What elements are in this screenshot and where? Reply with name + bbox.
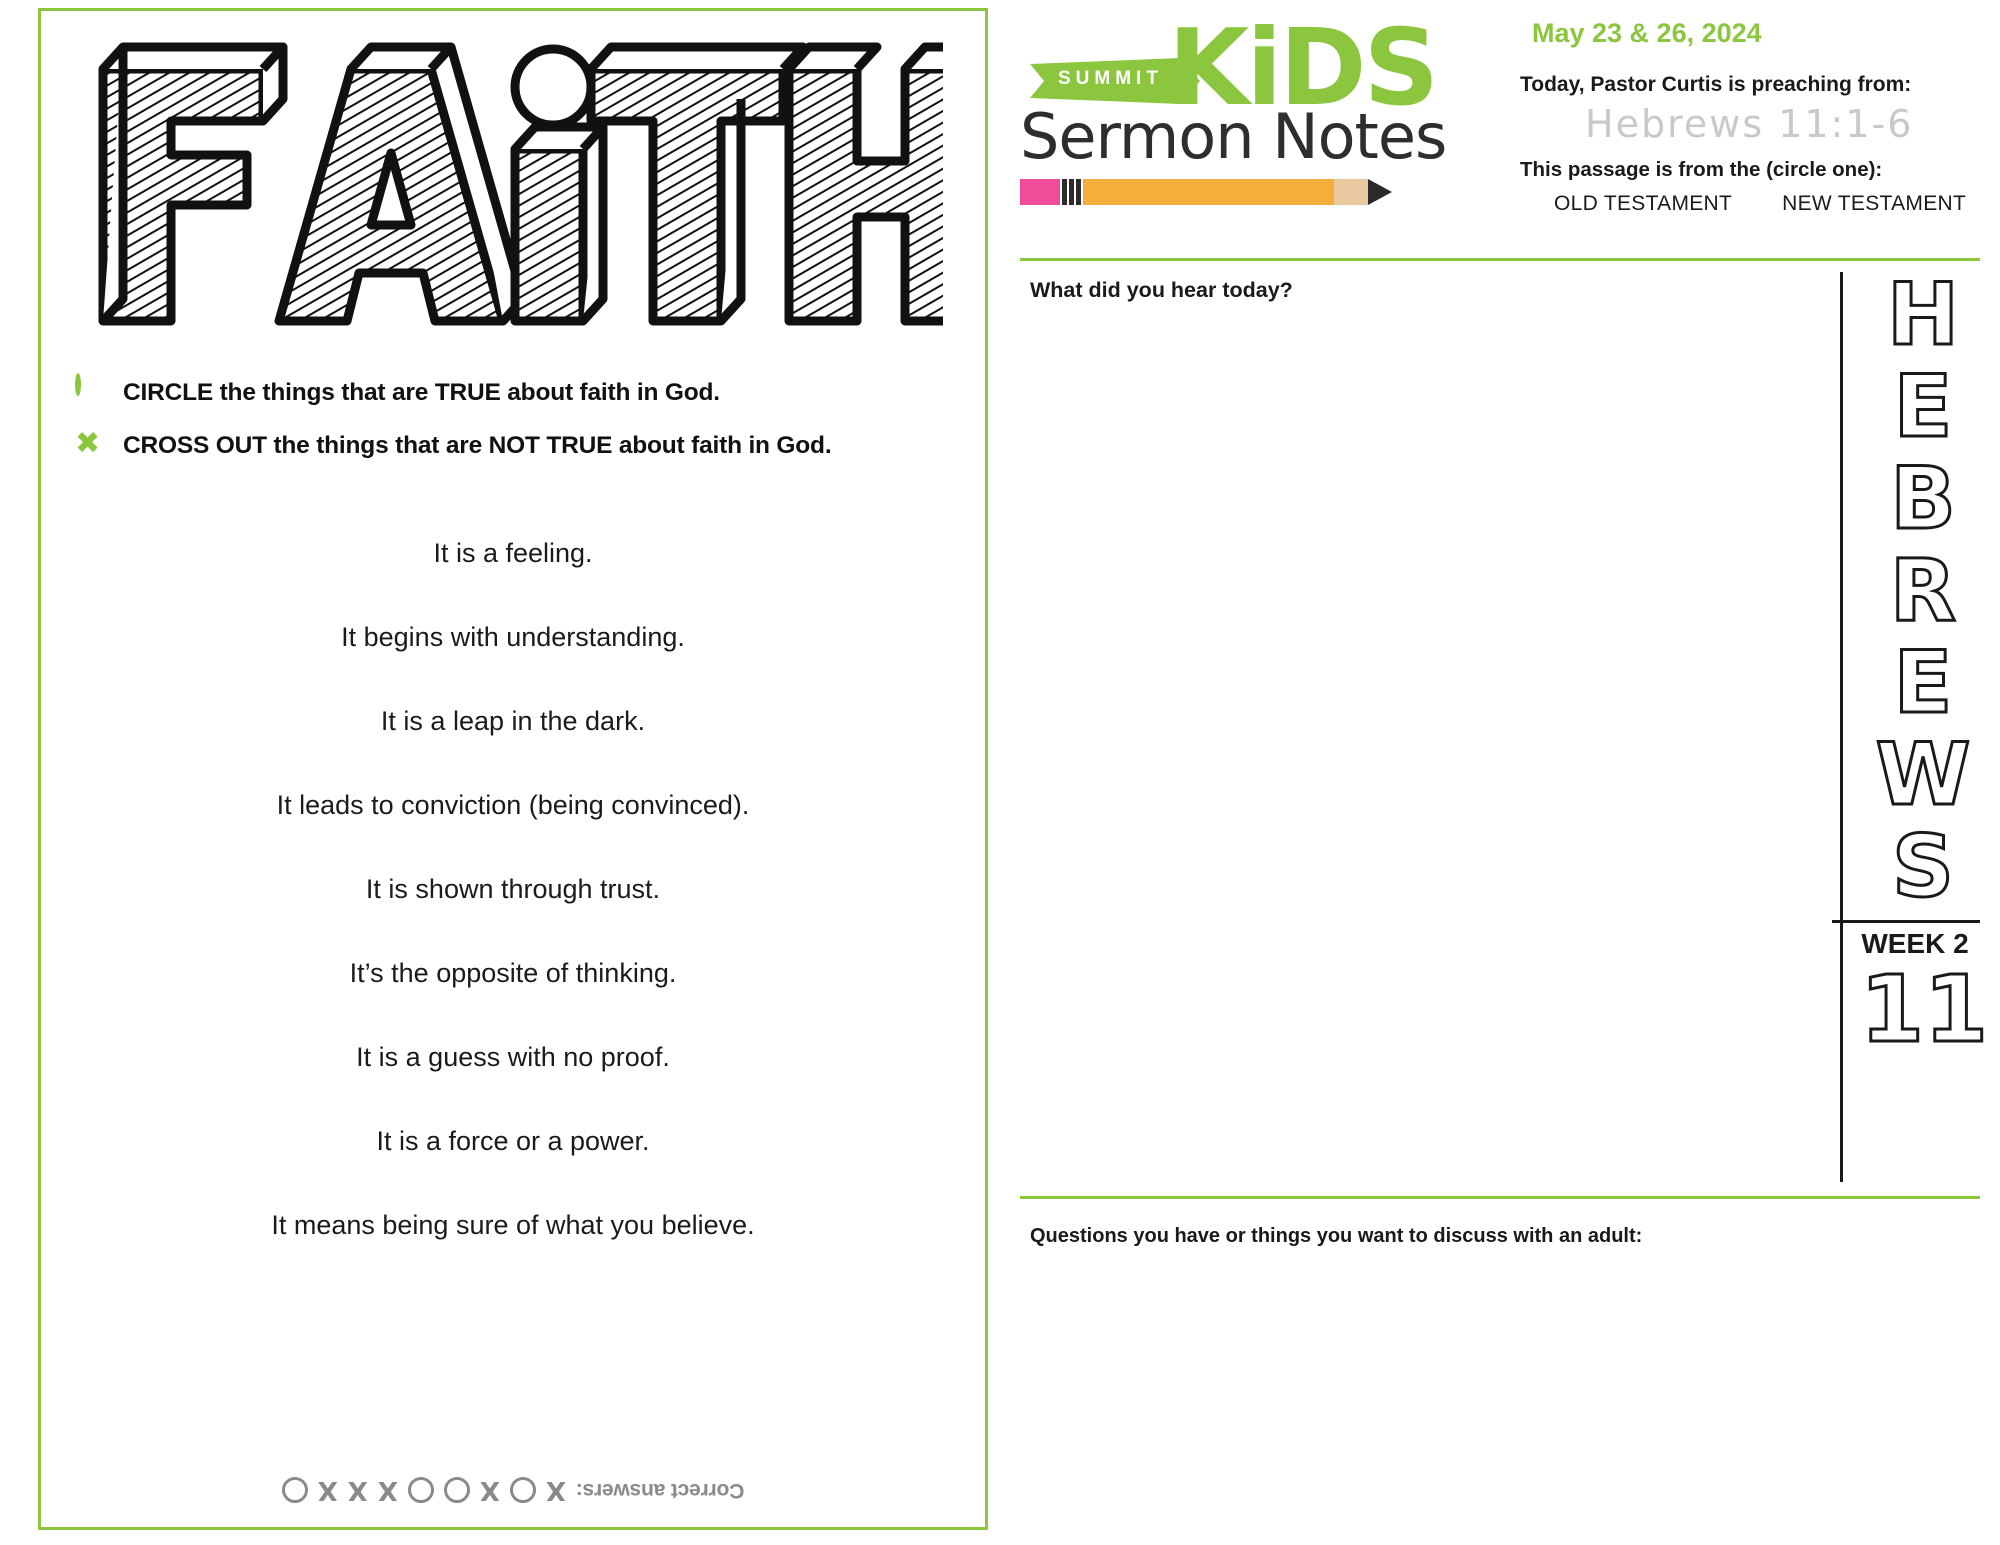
list-item[interactable]: It leads to conviction (being convinced).	[276, 790, 750, 820]
answer-key-mark: X	[479, 1475, 500, 1505]
list-item[interactable]: It begins with understanding.	[341, 622, 685, 652]
service-date: May 23 & 26, 2024	[1532, 18, 1762, 48]
answer-key-mark: X	[377, 1475, 398, 1505]
pencil-icon	[1020, 175, 1392, 209]
kids-wordmark: KiDS	[1168, 7, 1437, 129]
faith-worksheet-panel	[38, 8, 988, 1530]
sermon-notes-panel	[1020, 0, 1989, 1545]
questions-writing-area[interactable]	[1028, 1260, 1968, 1510]
answer-key-mark: X	[545, 1475, 566, 1505]
circle-mark-icon	[75, 376, 109, 410]
list-item[interactable]: It is a guess with no proof.	[356, 1042, 670, 1072]
week-label: WEEK 2	[1861, 928, 1969, 959]
answer-key-mark: X	[347, 1475, 368, 1505]
answer-key-mark-circle	[510, 1477, 536, 1503]
book-letter: H	[1887, 265, 1959, 365]
book-letter: E	[1893, 357, 1953, 457]
book-letter: W	[1875, 725, 1971, 825]
book-letter: S	[1892, 817, 1954, 917]
book-letter: B	[1890, 449, 1956, 549]
cross-mark-icon: ✖	[75, 426, 101, 461]
summit-wordmark: SUMMIT	[1058, 68, 1163, 89]
list-item[interactable]: It is shown through trust.	[365, 874, 661, 904]
chapter-number: 11	[1860, 956, 1989, 1063]
testament-prompt: This passage is from the (circle one):	[1520, 158, 1883, 181]
passage-reference: Hebrews 11:1-6	[1585, 102, 1914, 146]
list-item[interactable]: It is a force or a power.	[376, 1126, 650, 1156]
answer-key-mark-circle	[408, 1477, 434, 1503]
answer-key-label: Correct answers:	[575, 1479, 745, 1502]
divider-bottom	[1020, 1196, 1980, 1199]
answer-key-mark-circle	[444, 1477, 470, 1503]
questions-label: Questions you have or things you want to discuss with an adult:	[1030, 1225, 1643, 1247]
sidebar-divider	[1840, 272, 1843, 1182]
option-old-testament[interactable]: OLD TESTAMENT	[1554, 192, 1733, 215]
instruction-circle	[75, 376, 955, 410]
instruction-cross-label: CROSS OUT the things that are NOT TRUE about faith in God.	[123, 432, 832, 459]
instruction-circle-label: CIRCLE the things that are TRUE about faith in God.	[123, 379, 720, 406]
week-divider	[1832, 920, 1980, 923]
book-sidebar	[1840, 265, 1989, 1182]
answer-key-mark: X	[317, 1475, 338, 1505]
masthead	[1020, 7, 1520, 230]
statement-list	[41, 511, 985, 1267]
list-item[interactable]: It’s the opposite of thinking.	[349, 958, 677, 988]
preacher-line: Today, Pastor Curtis is preaching from:	[1520, 73, 1912, 96]
instruction-cross	[75, 426, 955, 463]
book-letter: R	[1889, 541, 1957, 641]
notes-writing-area[interactable]	[1028, 310, 1828, 1180]
list-item[interactable]: It is a leap in the dark.	[380, 706, 646, 736]
list-item[interactable]: It is a feeling.	[433, 538, 593, 568]
divider-top	[1020, 258, 1980, 261]
testament-options	[1554, 192, 1984, 216]
sermon-notes-wordmark: Sermon Notes	[1020, 100, 1447, 173]
list-item[interactable]: It means being sure of what you believe.	[271, 1210, 755, 1240]
option-new-testament[interactable]: NEW TESTAMENT	[1782, 192, 1967, 215]
answer-key	[41, 1475, 985, 1505]
book-letter: E	[1893, 633, 1953, 733]
faith-title-art	[83, 29, 943, 359]
answer-key-mark-circle	[282, 1477, 308, 1503]
hear-today-label: What did you hear today?	[1030, 278, 1293, 302]
